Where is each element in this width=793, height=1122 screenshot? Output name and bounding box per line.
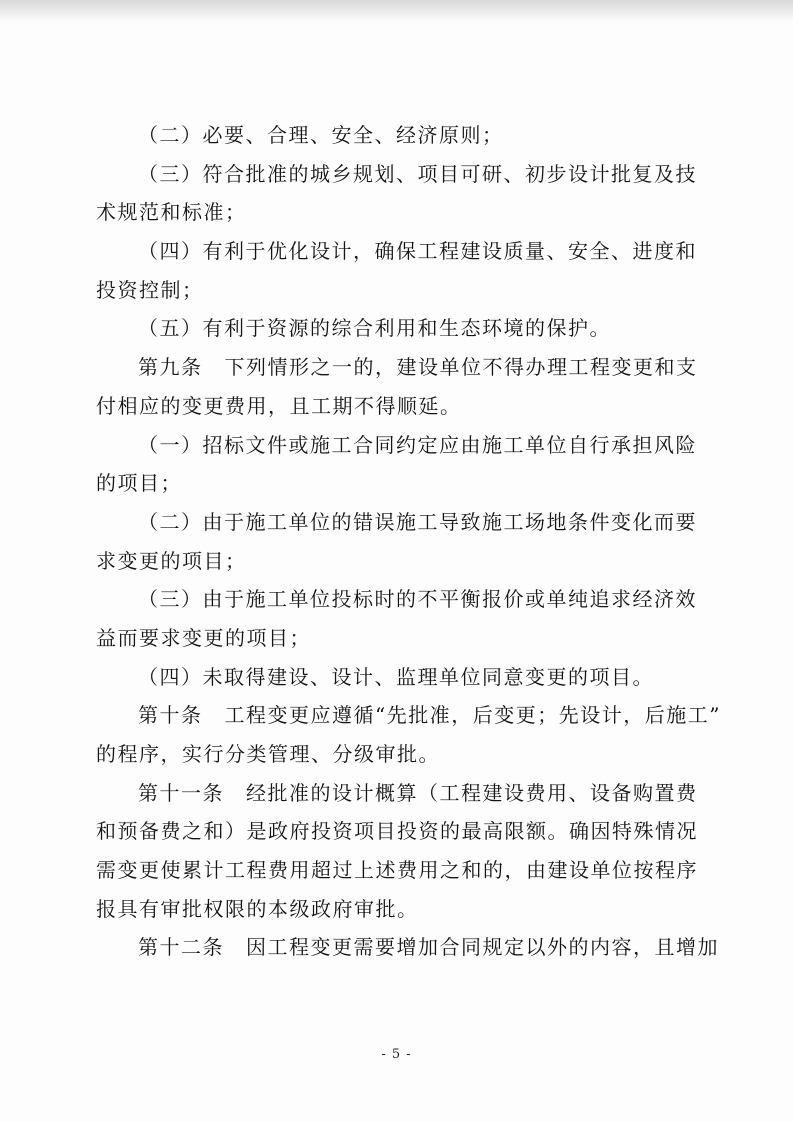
article-line	[96, 348, 716, 387]
line-text: （四）未取得建设、设计、监理单位同意变更的项目。	[138, 664, 654, 689]
clause-line-continued	[96, 464, 716, 503]
line-text: 求变更的项目；	[96, 548, 247, 573]
clause-line	[96, 116, 716, 155]
article-line-continued	[96, 851, 716, 890]
document-body	[96, 116, 721, 967]
article-heading: 第十二条	[138, 935, 224, 960]
line-text: 付相应的变更费用，且工期不得顺延。	[96, 393, 462, 418]
clause-line	[96, 503, 716, 542]
article-line	[96, 774, 716, 813]
line-text: （五）有利于资源的综合利用和生态环境的保护。	[138, 316, 611, 341]
article-line-continued	[96, 890, 716, 929]
page-number: - 5 -	[381, 1047, 412, 1062]
clause-line-continued	[96, 542, 716, 581]
line-text: （一）招标文件或施工合同约定应由施工单位自行承担风险	[138, 432, 697, 457]
line-text: 益而要求变更的项目；	[96, 625, 311, 650]
clause-line	[96, 155, 716, 194]
line-text: 投资控制；	[96, 277, 204, 302]
article-heading: 第九条	[138, 355, 203, 380]
line-text: 因工程变更需要增加合同规定以外的内容，且增加	[246, 935, 719, 960]
article-line-continued	[96, 812, 716, 851]
article-heading: 第十条	[138, 703, 203, 728]
clause-line	[96, 426, 716, 465]
line-text: 经批准的设计概算（工程建设费用、设备购置费	[246, 780, 698, 805]
article-heading: 第十一条	[138, 780, 224, 805]
scan-edge-shadow	[0, 0, 793, 22]
clause-line	[96, 580, 716, 619]
line-text: （二）必要、合理、安全、经济原则；	[138, 123, 504, 147]
article-line	[96, 928, 719, 967]
clause-line-continued	[96, 193, 716, 232]
clause-line	[96, 309, 716, 348]
line-text: 的项目；	[96, 471, 182, 496]
line-text: 工程变更应遵循“先批准，后变更；先设计，后施工”	[224, 703, 721, 728]
line-text: 报具有审批权限的本级政府审批。	[96, 896, 419, 921]
line-text: （三）由于施工单位投标时的不平衡报价或单纯追求经济效	[138, 587, 697, 612]
line-text: 和预备费之和）是政府投资项目投资的最高限额。确因特殊情况	[96, 819, 698, 844]
line-text: （二）由于施工单位的错误施工导致施工场地条件变化而要	[138, 509, 697, 534]
clause-line-continued	[96, 271, 716, 310]
line-text: 的程序，实行分类管理、分级审批。	[96, 742, 440, 766]
line-text: 需变更使累计工程费用超过上述费用之和的，由建设单位按程序	[96, 858, 698, 883]
line-text: （四）有利于优化设计，确保工程建设质量、安全、进度和	[138, 239, 697, 264]
article-line-continued	[96, 735, 716, 774]
line-text: 术规范和标准；	[96, 200, 247, 225]
line-text: （三）符合批准的城乡规划、项目可研、初步设计批复及技	[138, 161, 697, 186]
clause-line	[96, 232, 716, 271]
line-text: 下列情形之一的，建设单位不得办理工程变更和支	[224, 355, 698, 380]
article-line	[96, 696, 721, 735]
clause-line-continued	[96, 619, 716, 658]
clause-line	[96, 658, 716, 697]
article-line-continued	[96, 387, 716, 426]
